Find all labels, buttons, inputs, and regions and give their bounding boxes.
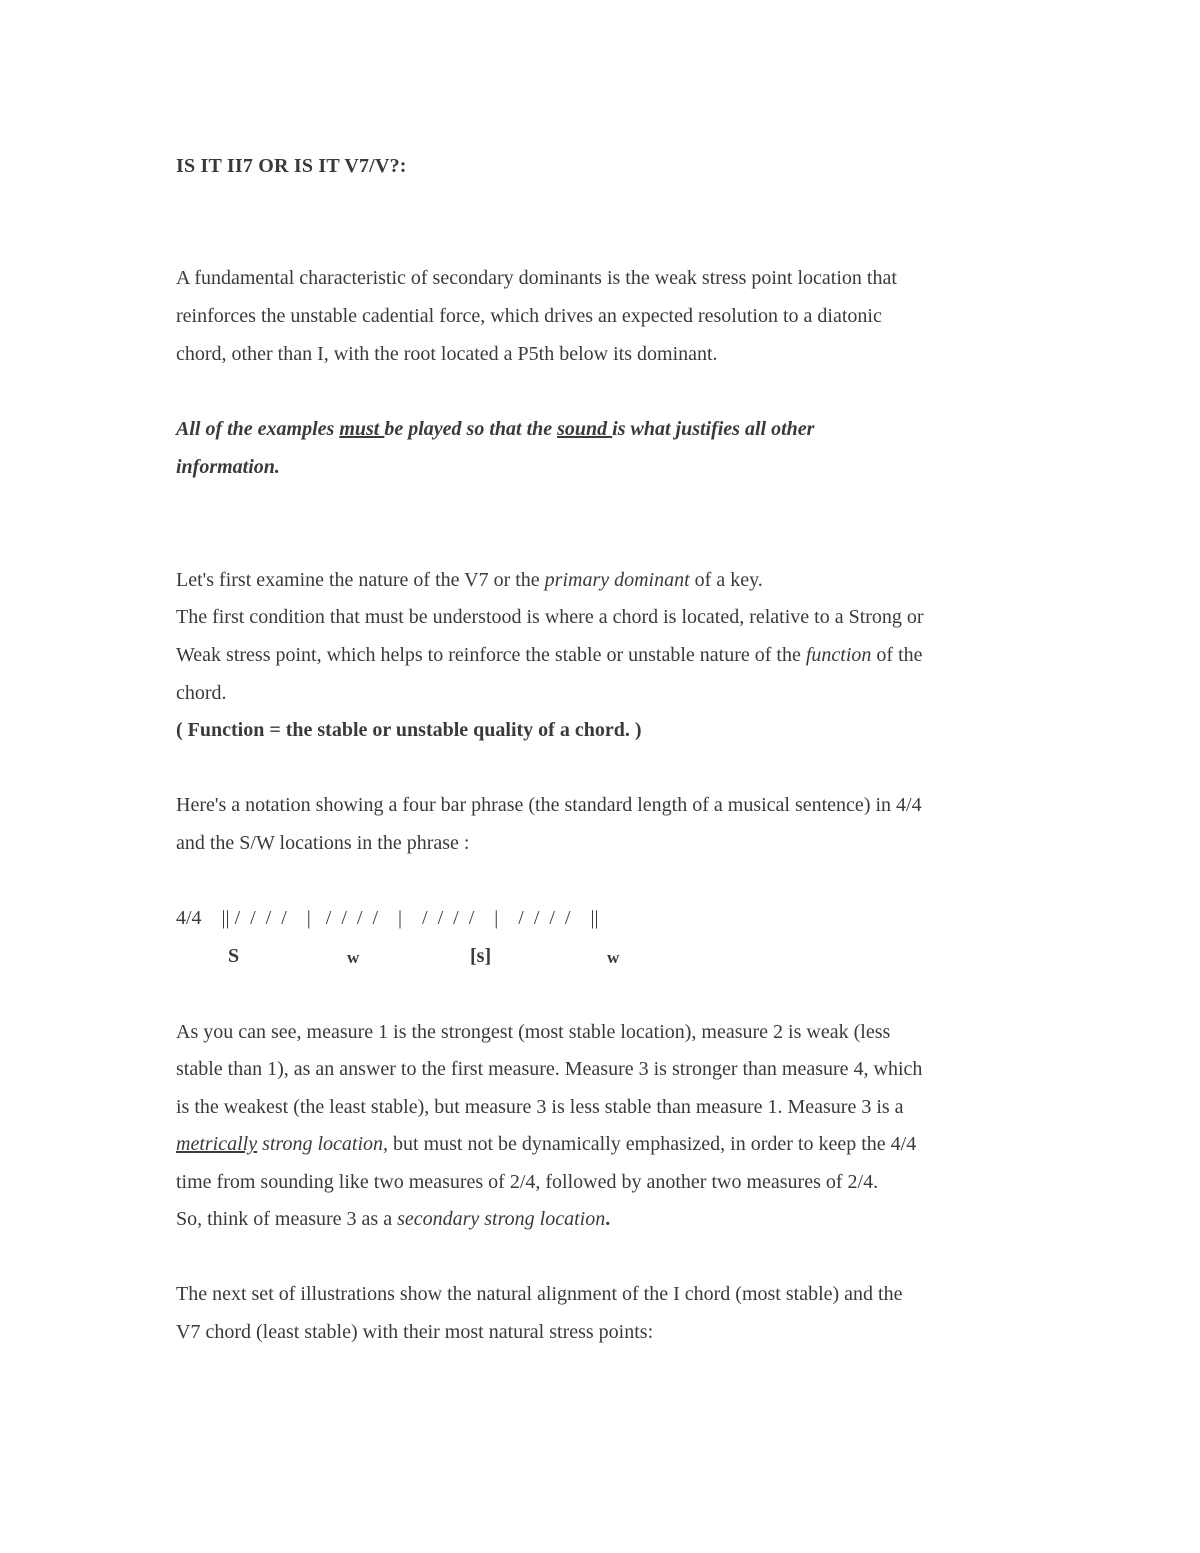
para3-line2: The first condition that must be understood is where a chord is located, relative to a Strong or xyxy=(176,606,924,628)
para5-strong-location: strong location xyxy=(257,1133,384,1155)
para1-line3: chord, other than I, with the root located a P5th below its dominant. xyxy=(176,343,718,365)
para4-line2: and the S/W locations in the phrase : xyxy=(176,832,470,854)
para1-line1: A fundamental characteristic of secondary dominants is the weak stress point location that xyxy=(176,267,897,289)
stress-mark-strong: S xyxy=(228,945,240,967)
para3-line3-b: of the xyxy=(871,644,923,666)
para2-text-c: is what justifies all other xyxy=(612,418,815,440)
para2-sound: sound xyxy=(557,418,613,440)
para5-line1: As you can see, measure 1 is the strongest (most stable location), measure 2 is weak (less xyxy=(176,1021,891,1043)
para3-line1 xyxy=(176,568,763,592)
para3-line3 xyxy=(176,643,923,667)
para6-line1: The next set of illustrations show the natural alignment of the I chord (most stable) and the xyxy=(176,1283,903,1305)
para3-line1-b: of a key. xyxy=(689,569,763,591)
para5-line4-rest: , but must not be dynamically emphasized, in order to keep the 4/4 xyxy=(383,1133,917,1155)
para5-metrically: metrically xyxy=(176,1133,258,1155)
para3-primary-dominant: primary dominant xyxy=(544,569,690,591)
para2-must: must xyxy=(339,418,385,440)
para5-secondary-strong: secondary strong location xyxy=(397,1208,606,1230)
para2-text-b: be played so that the xyxy=(384,418,558,440)
stress-mark-weak-2: w xyxy=(607,948,620,967)
phrase-notation: 4/4 || / / / / | / / / / | / / / / | / / / / || xyxy=(176,907,599,929)
para1-line2: reinforces the unstable cadential force, which drives an expected resolution to a diatonic xyxy=(176,305,882,327)
para5-line6 xyxy=(176,1207,610,1231)
stress-mark-weak-1: w xyxy=(347,948,360,967)
document-page xyxy=(176,0,1036,1553)
para3-line4: chord. xyxy=(176,682,227,704)
para5-line6-a: So, think of measure 3 as a xyxy=(176,1208,398,1230)
para2-line2: information. xyxy=(176,456,280,478)
para5-line6-b: . xyxy=(605,1208,611,1230)
para6-line2: V7 chord (least stable) with their most natural stress points: xyxy=(176,1321,654,1343)
para5-line5: time from sounding like two measures of 2/4, followed by another two measures of 2/4. xyxy=(176,1171,879,1193)
para3-function: function xyxy=(805,644,872,666)
para3-line1-a: Let's first examine the nature of the V7 or the xyxy=(176,569,545,591)
para5-line4 xyxy=(176,1132,916,1156)
para5-line2: stable than 1), as an answer to the first measure. Measure 3 is stronger than measure 4, which xyxy=(176,1058,923,1080)
function-definition: ( Function = the stable or unstable quality of a chord. ) xyxy=(176,719,642,741)
document-title: IS IT II7 OR IS IT V7/V?: xyxy=(176,155,407,177)
para3-line3-a: Weak stress point, which helps to reinforce the stable or unstable nature of the xyxy=(176,644,806,666)
para5-line3: is the weakest (the least stable), but measure 3 is less stable than measure 1. Measure 3 is a xyxy=(176,1096,904,1118)
para4-line1: Here's a notation showing a four bar phrase (the standard length of a musical sentence) in 4/4 xyxy=(176,794,922,816)
para2-text-a: All of the examples xyxy=(176,418,340,440)
stress-mark-secondary-strong: [s] xyxy=(470,945,492,967)
para2-line1 xyxy=(176,417,814,441)
